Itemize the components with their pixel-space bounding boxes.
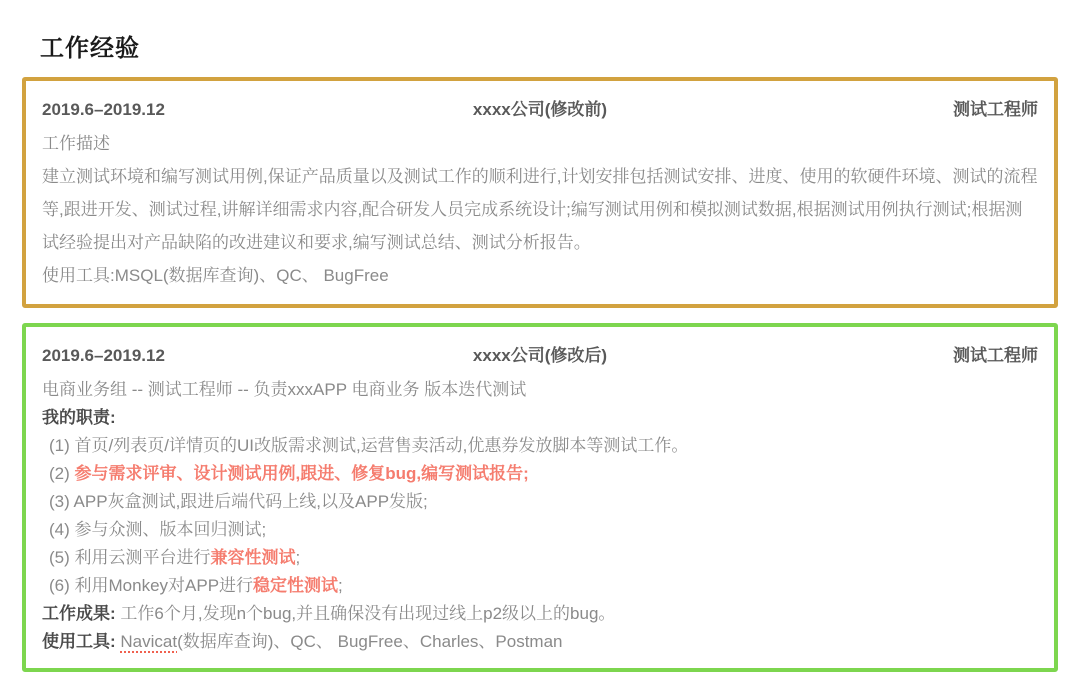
duty-highlight: 兼容性测试 xyxy=(210,548,296,567)
tools-line-before: 使用工具:MSQL(数据库查询)、QC、 BugFree xyxy=(42,266,389,285)
description-text: 建立测试环境和编写测试用例,保证产品质量以及测试工作的顺利进行,计划安排包括测试安排、进度、使用的软硬件环境、测试的流程等,跟进开发、测试过程,讲解详细需求内容,配合研发人员完成系统设计;编写测试用例和模拟测试数据,根据测试用例执行测试;根据测试经验提出对产品缺陷的改进建议和要求,编写测试总结、测试分析报告。 xyxy=(42,167,1038,252)
duty-item-4 xyxy=(42,516,1038,544)
company-after: xxxx公司(修改后) xyxy=(472,346,608,365)
experience-card-after xyxy=(22,323,1058,672)
tools-rest: (数据库查询)、QC、 BugFree、Charles、Postman xyxy=(177,632,563,651)
period-after: 2019.6–2019.12 xyxy=(42,346,165,365)
role-after: 测试工程师 xyxy=(953,346,1038,365)
tools-label: 使用工具: xyxy=(42,632,116,651)
summary-line: 电商业务组 -- 测试工程师 -- 负责xxxAPP 电商业务 版本迭代测试 xyxy=(42,380,527,399)
results-text: 工作6个月,发现n个bug,并且确保没有出现过线上p2级以上的bug。 xyxy=(120,604,616,623)
duties-label: 我的职责: xyxy=(42,408,116,427)
results-line xyxy=(42,600,1038,628)
experience-card-before xyxy=(22,77,1058,308)
duty-text: (1) 首页/列表页/详情页的UI改版需求测试,运营售卖活动,优惠券发放脚本等测试工作。 xyxy=(49,436,689,455)
duty-text: (3) APP灰盒测试,跟进后端代码上线,以及APP发版; xyxy=(49,492,428,511)
tools-spellcheck-word: Navicat xyxy=(120,632,178,651)
card-header-after xyxy=(42,335,1038,368)
duty-text: (5) 利用云测平台进行 xyxy=(49,548,211,567)
company-before: xxxx公司(修改前) xyxy=(472,100,608,119)
description-label: 工作描述 xyxy=(42,134,110,153)
duties-list xyxy=(42,432,1038,600)
duty-item-1 xyxy=(42,432,1038,460)
card-body-before xyxy=(42,127,1038,292)
duty-item-3 xyxy=(42,488,1038,516)
duty-suffix: ; xyxy=(295,548,301,567)
duty-suffix: ; xyxy=(338,576,343,595)
card-header-before xyxy=(42,89,1038,122)
duties-label-line xyxy=(42,404,1038,432)
duty-text: (6) 利用Monkey对APP进行 xyxy=(49,576,254,595)
duty-highlight: 稳定性测试 xyxy=(253,576,339,595)
page-title: 工作经验 xyxy=(40,35,140,62)
results-label: 工作成果: xyxy=(42,604,116,623)
duty-highlight: 参与需求评审、设计测试用例,跟进、修复bug,编写测试报告; xyxy=(74,464,529,483)
duty-item-2 xyxy=(42,460,1038,488)
period-before: 2019.6–2019.12 xyxy=(42,100,165,119)
duty-item-5 xyxy=(42,544,1038,572)
duty-text: (4) 参与众测、版本回归测试; xyxy=(49,520,267,539)
role-before: 测试工程师 xyxy=(953,100,1038,119)
duty-item-6 xyxy=(42,572,1038,600)
duty-text: (2) xyxy=(49,464,75,483)
tools-line-after xyxy=(42,628,1038,656)
